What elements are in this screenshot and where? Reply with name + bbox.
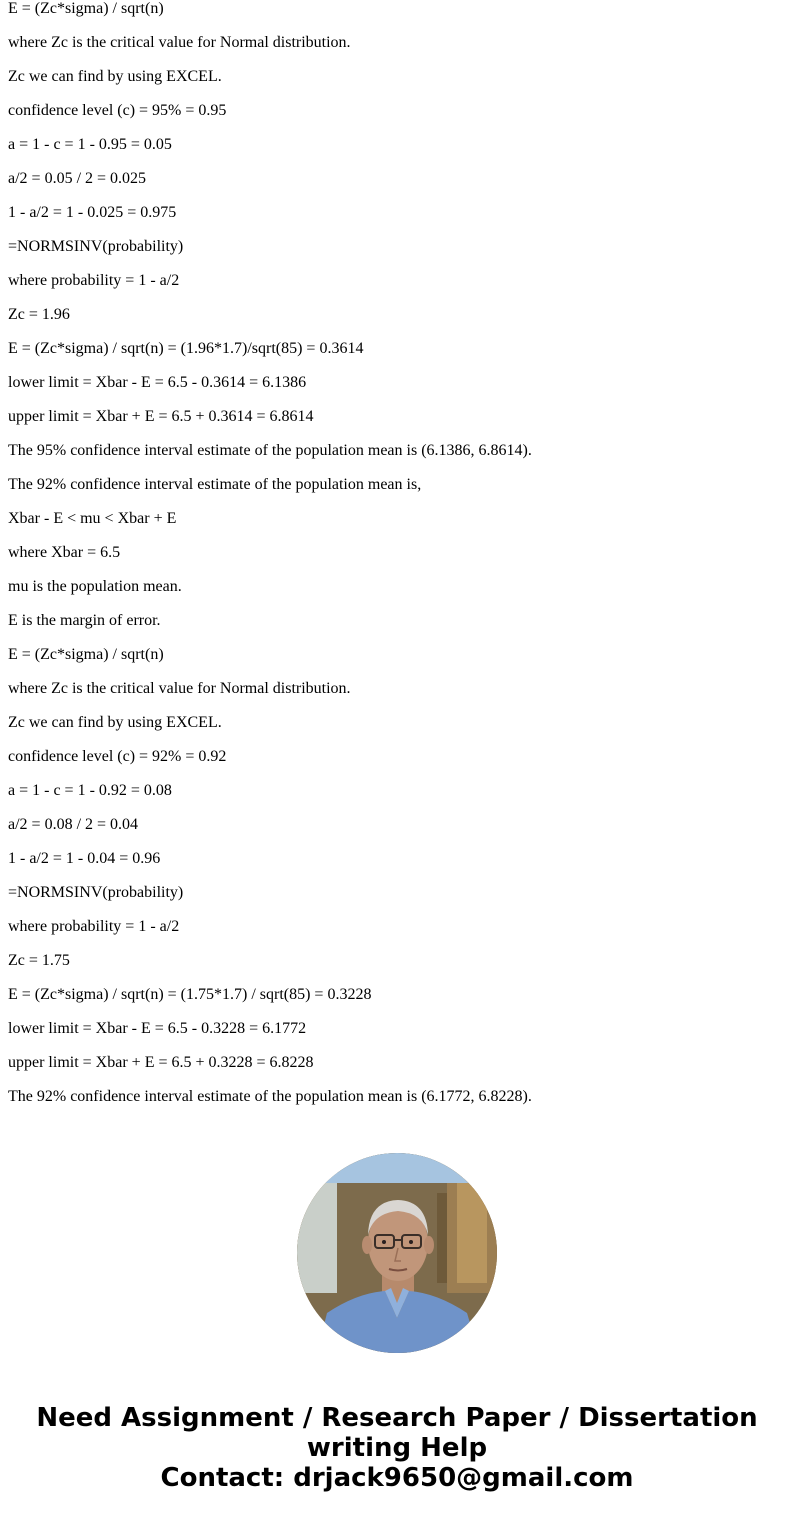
text-line: a = 1 - c = 1 - 0.92 = 0.08 xyxy=(8,782,172,799)
text-line: E = (Zc*sigma) / sqrt(n) = (1.75*1.7) / sqrt(85) = 0.3228 xyxy=(8,986,372,1003)
text-line: confidence level (c) = 95% = 0.95 xyxy=(8,102,227,119)
text-line: where probability = 1 - a/2 xyxy=(8,918,180,935)
solution-text xyxy=(8,0,788,1114)
footer-line-2: writing Help xyxy=(306,1433,488,1463)
text-line: mu is the population mean. xyxy=(8,578,182,595)
text-line: a/2 = 0.05 / 2 = 0.025 xyxy=(8,170,147,187)
text-line: upper limit = Xbar + E = 6.5 + 0.3614 = 6.8614 xyxy=(8,408,314,425)
footer-line-1: Need Assignment / Research Paper / Dissertation xyxy=(36,1403,758,1433)
text-line: a = 1 - c = 1 - 0.95 = 0.05 xyxy=(8,136,172,153)
text-line: where Zc is the critical value for Normal distribution. xyxy=(8,34,351,51)
text-line: The 92% confidence interval estimate of the population mean is (6.1772, 6.8228). xyxy=(8,1088,532,1105)
text-line: E is the margin of error. xyxy=(8,612,161,629)
text-line: upper limit = Xbar + E = 6.5 + 0.3228 = 6.8228 xyxy=(8,1054,314,1071)
text-line: The 95% confidence interval estimate of the population mean is (6.1386, 6.8614). xyxy=(8,442,532,459)
text-line: Zc we can find by using EXCEL. xyxy=(8,68,222,85)
text-line: =NORMSINV(probability) xyxy=(8,238,184,255)
author-avatar xyxy=(297,1153,497,1353)
text-line: where probability = 1 - a/2 xyxy=(8,272,180,289)
text-line: lower limit = Xbar - E = 6.5 - 0.3228 = 6.1772 xyxy=(8,1020,307,1037)
text-line: E = (Zc*sigma) / sqrt(n) xyxy=(8,646,164,663)
text-line: a/2 = 0.08 / 2 = 0.04 xyxy=(8,816,139,833)
text-line: where Zc is the critical value for Normal distribution. xyxy=(8,680,351,697)
text-line: The 92% confidence interval estimate of the population mean is, xyxy=(8,476,422,493)
text-line: E = (Zc*sigma) / sqrt(n) = (1.96*1.7)/sqrt(85) = 0.3614 xyxy=(8,340,364,357)
text-line: lower limit = Xbar - E = 6.5 - 0.3614 = 6.1386 xyxy=(8,374,307,391)
text-line: Xbar - E < mu < Xbar + E xyxy=(8,510,177,527)
text-line: E = (Zc*sigma) / sqrt(n) xyxy=(8,0,164,17)
text-line: 1 - a/2 = 1 - 0.025 = 0.975 xyxy=(8,204,177,221)
contact-banner xyxy=(0,1403,794,1493)
text-line: where Xbar = 6.5 xyxy=(8,544,121,561)
contact-email: Contact: drjack9650@gmail.com xyxy=(160,1463,634,1493)
author-portrait-image xyxy=(297,1153,497,1353)
text-line: confidence level (c) = 92% = 0.92 xyxy=(8,748,227,765)
text-line: Zc we can find by using EXCEL. xyxy=(8,714,222,731)
text-line: Zc = 1.96 xyxy=(8,306,70,323)
text-line: 1 - a/2 = 1 - 0.04 = 0.96 xyxy=(8,850,161,867)
text-line: Zc = 1.75 xyxy=(8,952,70,969)
text-line: =NORMSINV(probability) xyxy=(8,884,184,901)
